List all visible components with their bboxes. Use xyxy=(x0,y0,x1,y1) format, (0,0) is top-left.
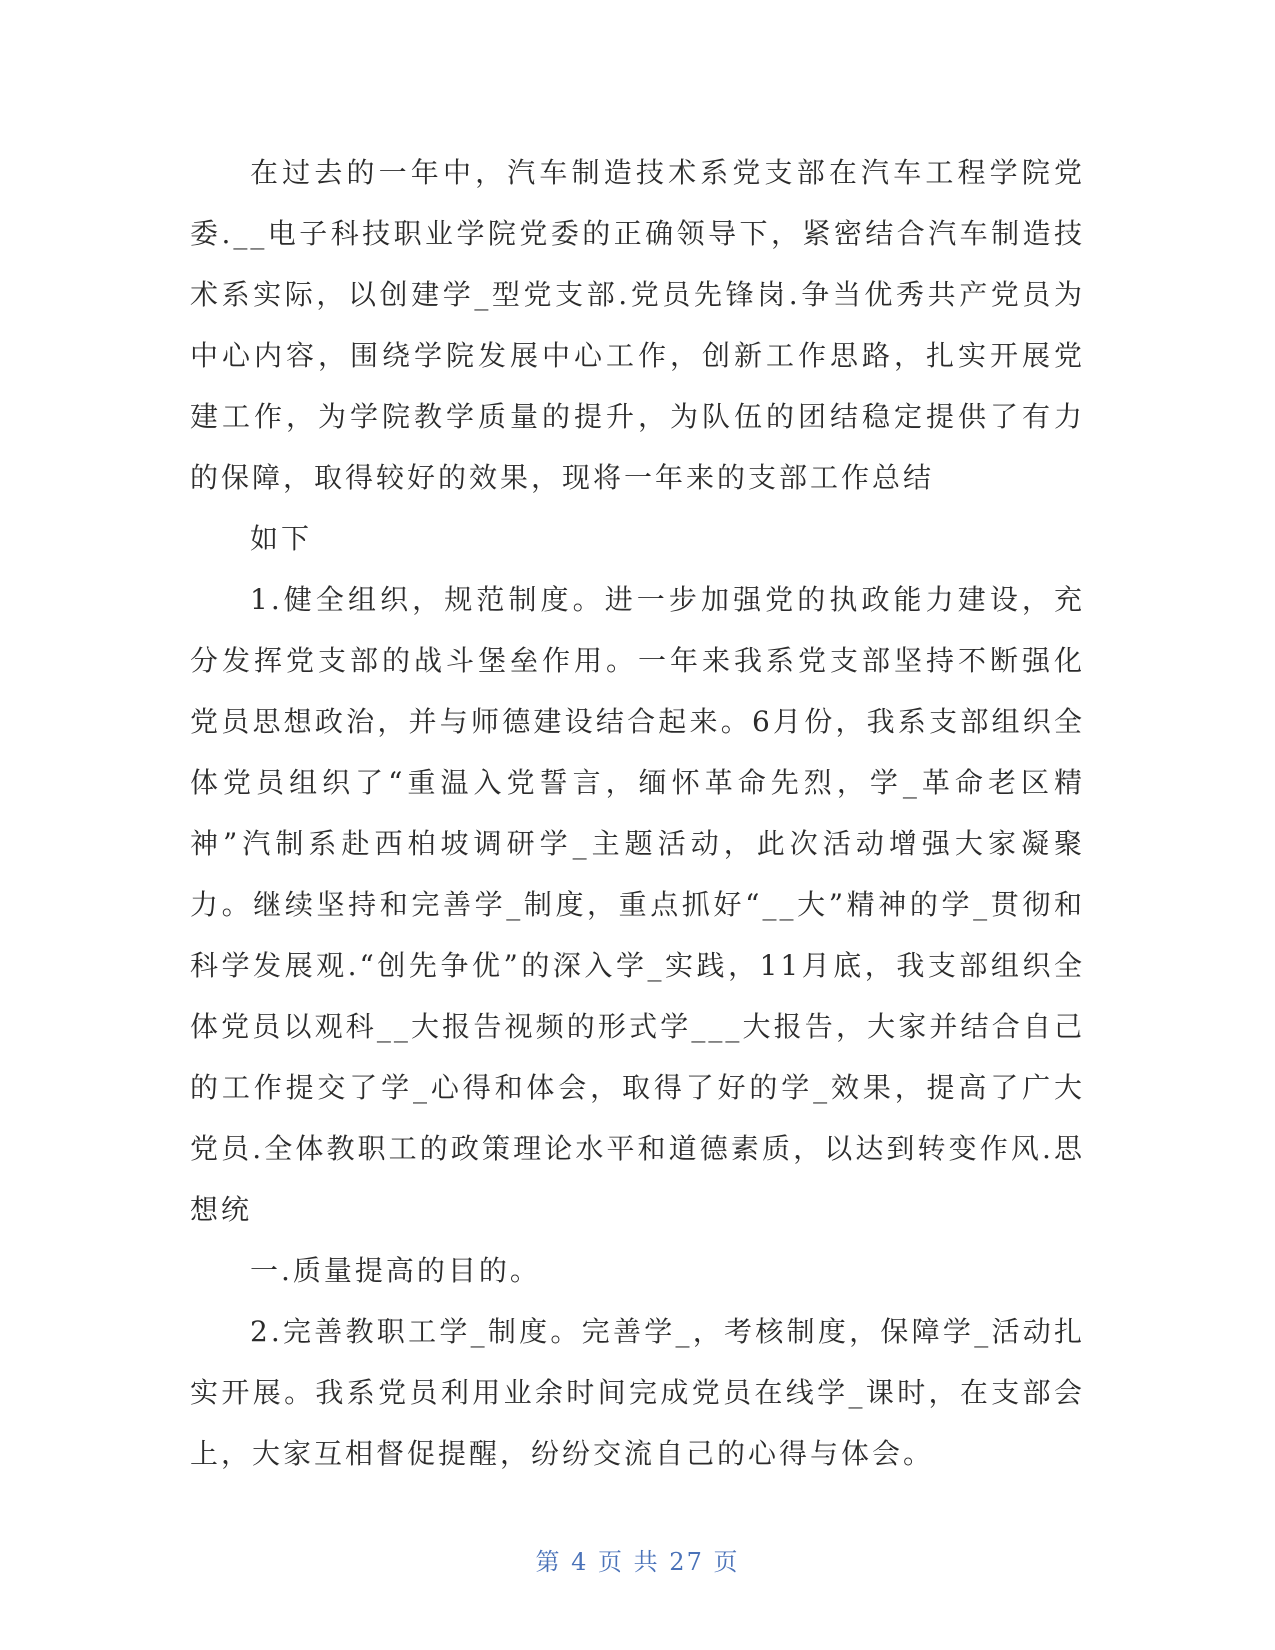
paragraph-intro: 在过去的一年中，汽车制造技术系党支部在汽车工程学院党委.__电子科技职业学院党委的正确领导下，紧密结合汽车制造技术系实际，以创建学_型党支部.党员先锋岗.争当优秀共产党员为中心内容，围绕学院发展中心工作，创新工作思路，扎实开展党建工作，为学院教学质量的提升，为队伍的团结稳定提供了有力的保障，取得较好的效果，现将一年来的支部工作总结 xyxy=(190,156,1085,494)
document-body xyxy=(190,142,1085,1484)
paragraph-item-1: 1.健全组织，规范制度。进一步加强党的执政能力建设，充分发挥党支部的战斗堡垒作用。一年来我系党支部坚持不断强化党员思想政治，并与师德建设结合起来。6月份，我系支部组织全体党员组织了“重温入党誓言，缅怀革命先烈，学_革命老区精神”汽制系赴西柏坡调研学_主题活动，此次活动增强大家凝聚力。继续坚持和完善学_制度，重点抓好“__大”精神的学_贯彻和科学发展观.“创先争优”的深入学_实践，11月底，我支部组织全体党员以观科__大报告视频的形式学___大报告，大家并结合自己的工作提交了学_心得和体会，取得了好的学_效果，提高了广大党员.全体教职工的政策理论水平和道德素质，以达到转变作风.思想统 xyxy=(190,583,1085,1226)
page-number-footer: 第 4 页 共 27 页 xyxy=(535,1548,740,1576)
paragraph-item-2: 2.完善教职工学_制度。完善学_，考核制度，保障学_活动扎实开展。我系党员利用业余时间完成党员在线学_课时，在支部会上，大家互相督促提醒，纷纷交流自己的心得与体会。 xyxy=(190,1315,1085,1470)
paragraph-as-follows: 如下 xyxy=(250,522,313,555)
paragraph-quality-goal: 一.质量提高的目的。 xyxy=(250,1254,541,1287)
